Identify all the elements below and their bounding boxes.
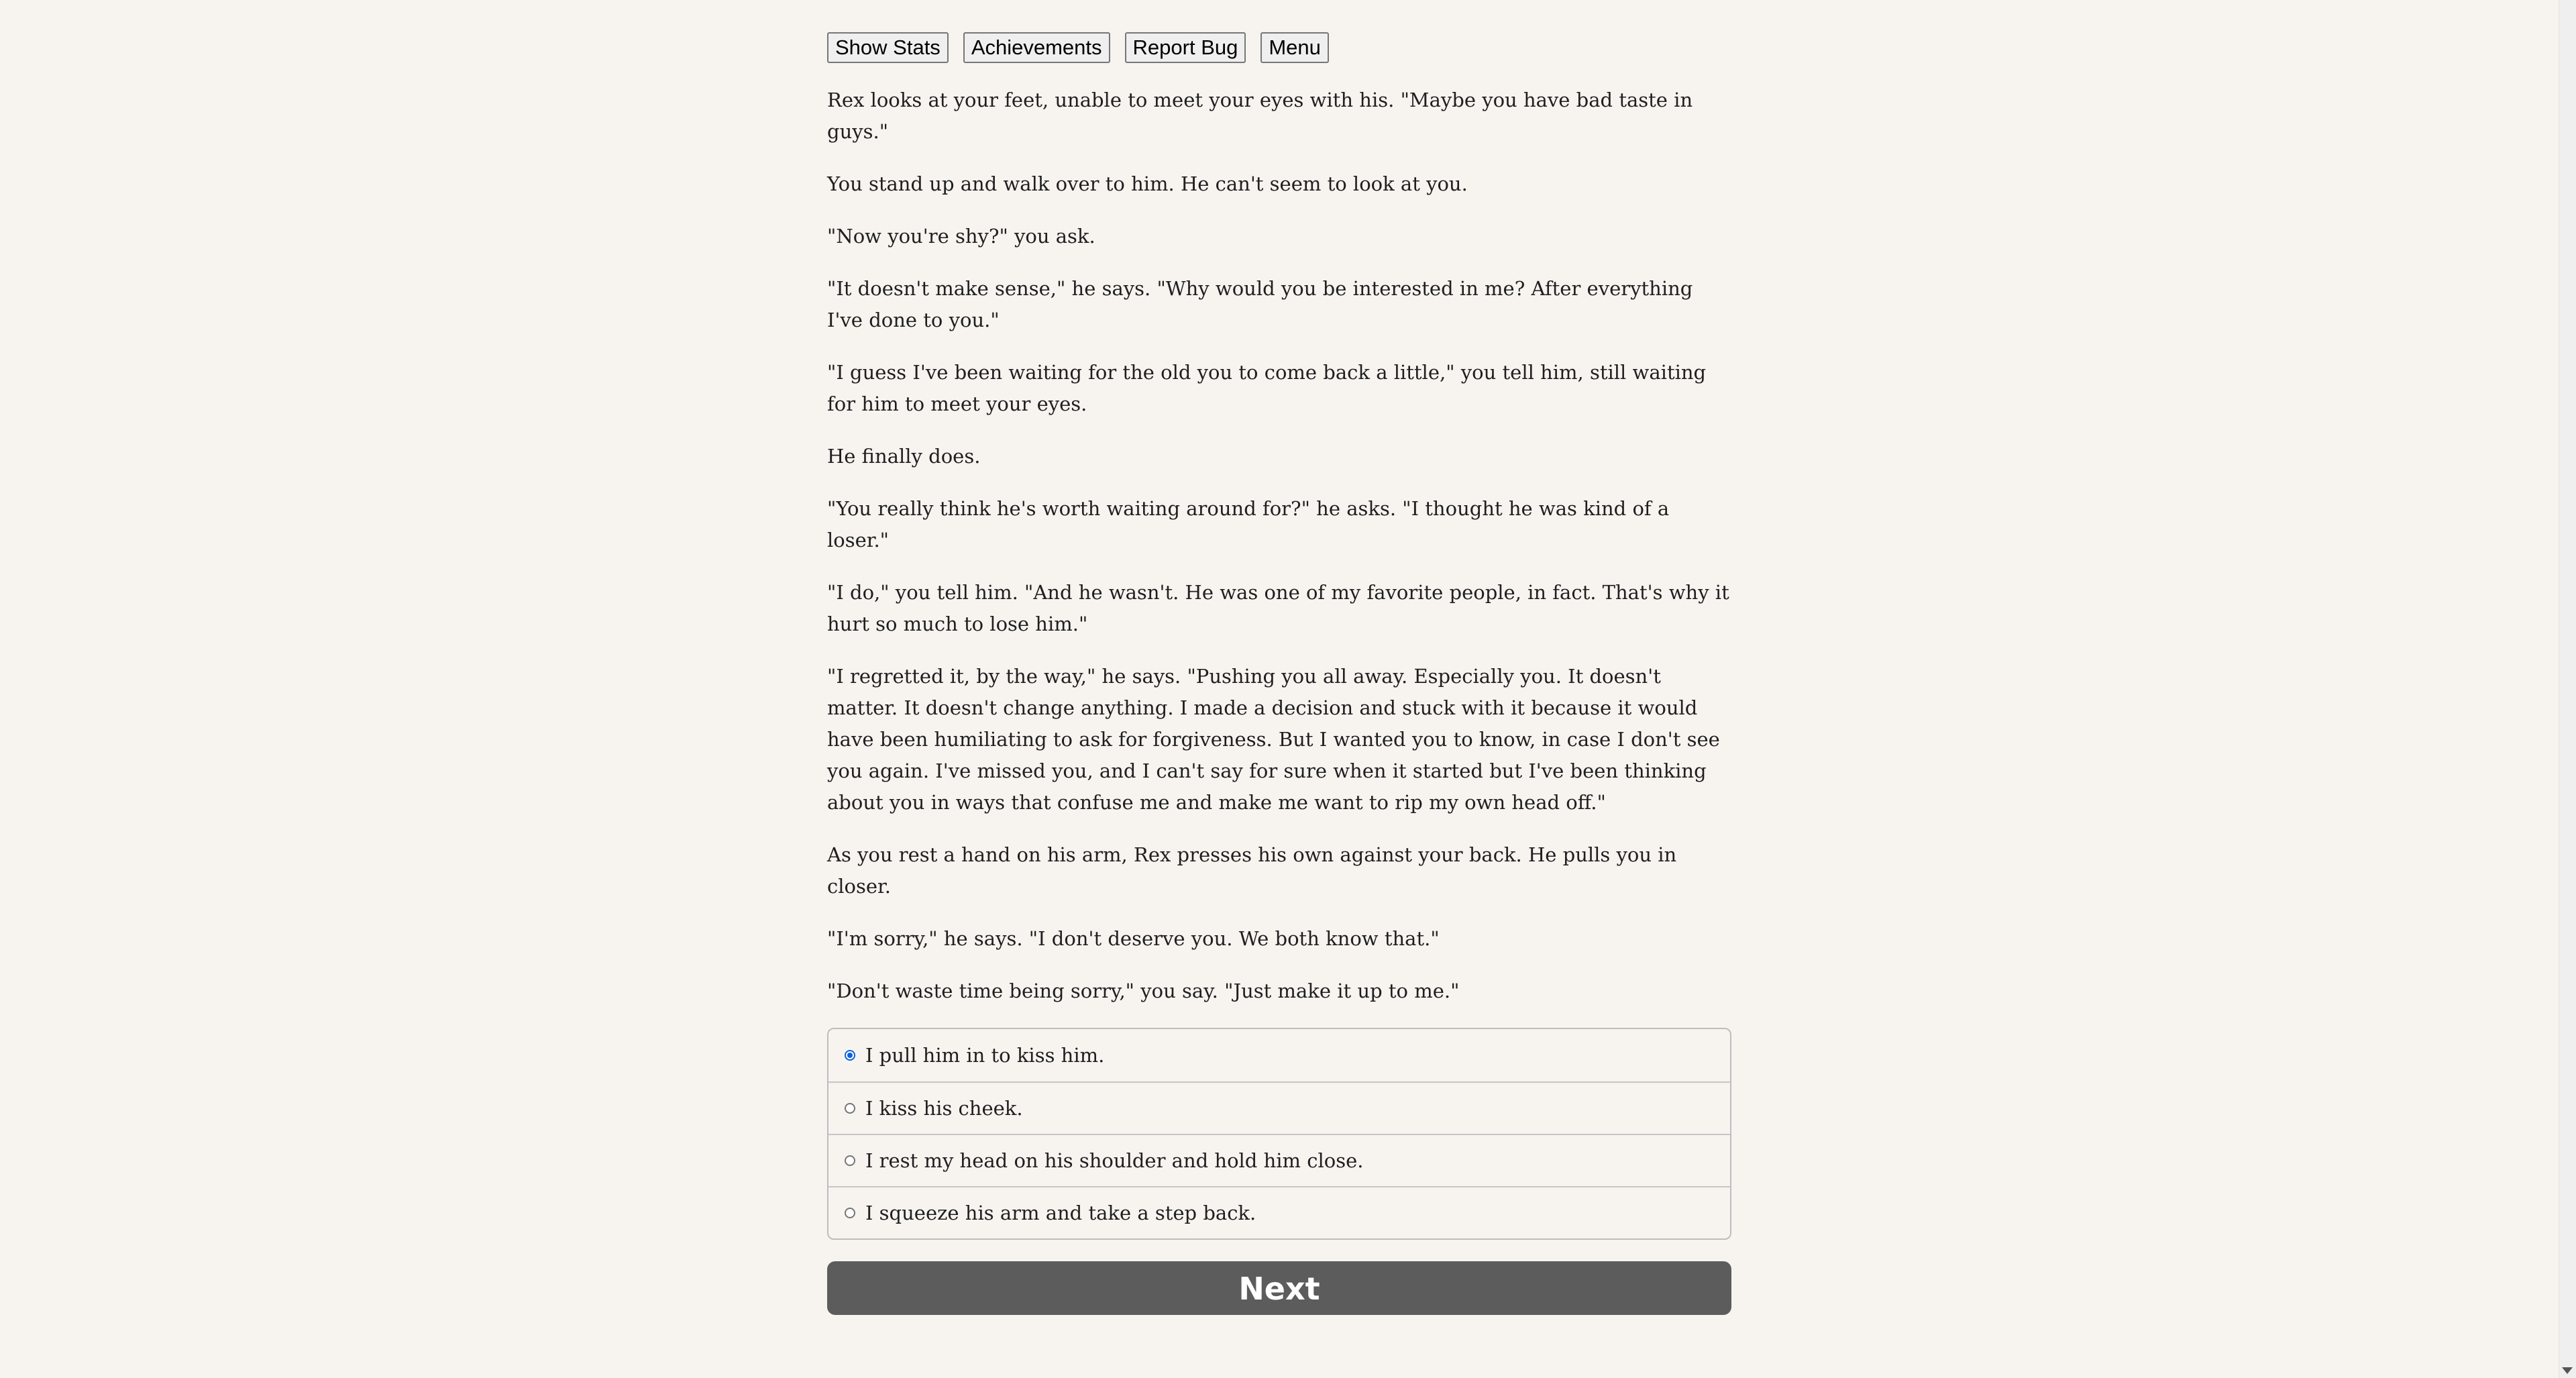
story-paragraph: "I'm sorry," he says. "I don't deserve you. We both know that.": [827, 927, 1440, 950]
achievements-button[interactable]: Achievements: [963, 32, 1110, 63]
choice-option-step-back[interactable]: [828, 1186, 1730, 1238]
radio-unselected-icon[interactable]: [845, 1103, 855, 1114]
radio-unselected-icon[interactable]: [845, 1208, 855, 1218]
story-paragraph: "I guess I've been waiting for the old you to come back a little," you tell him, still waiting for him to meet your eyes.: [827, 361, 1707, 415]
game-container: [827, 32, 1731, 1315]
scroll-down-arrow-icon[interactable]: [2562, 1367, 2573, 1374]
page-scrollbar[interactable]: [2559, 0, 2576, 1378]
choice-label: I pull him in to kiss him.: [865, 1043, 1105, 1067]
choice-option-kiss-him[interactable]: [828, 1029, 1730, 1081]
story-paragraph: You stand up and walk over to him. He can't seem to look at you.: [827, 172, 1468, 195]
story-paragraph: Rex looks at your feet, unable to meet your eyes with his. "Maybe you have bad taste in guys.": [827, 89, 1693, 143]
choice-list: [827, 1028, 1731, 1240]
story-paragraph: "You really think he's worth waiting around for?" he asks. "I thought he was kind of a loser.": [827, 497, 1670, 551]
choice-option-rest-head[interactable]: [828, 1134, 1730, 1186]
choice-label: I rest my head on his shoulder and hold him close.: [865, 1149, 1364, 1172]
menu-button[interactable]: Menu: [1260, 32, 1329, 63]
choice-label: I squeeze his arm and take a step back.: [865, 1201, 1256, 1224]
choice-label: I kiss his cheek.: [865, 1096, 1023, 1120]
top-toolbar: [827, 32, 1731, 62]
choice-option-kiss-cheek[interactable]: [828, 1081, 1730, 1134]
story-text: [827, 85, 1731, 1007]
story-paragraph: "Don't waste time being sorry," you say. "Just make it up to me.": [827, 979, 1460, 1002]
report-bug-button[interactable]: Report Bug: [1125, 32, 1246, 63]
radio-unselected-icon[interactable]: [845, 1155, 855, 1166]
show-stats-button[interactable]: Show Stats: [827, 32, 949, 63]
story-paragraph: As you rest a hand on his arm, Rex presses his own against your back. He pulls you in closer.: [827, 843, 1677, 898]
story-paragraph: "I do," you tell him. "And he wasn't. He was one of my favorite people, in fact. That's why it hurt so much to lose him.": [827, 581, 1729, 635]
story-paragraph: "Now you're shy?" you ask.: [827, 225, 1095, 248]
next-button[interactable]: Next: [827, 1261, 1731, 1315]
story-paragraph: "It doesn't make sense," he says. "Why would you be interested in me? After everything I've done to you.": [827, 277, 1693, 331]
story-paragraph: "I regretted it, by the way," he says. "Pushing you all away. Especially you. It doesn't matter. It doesn't change anything. I made a decision and stuck with it because it would have been humiliating to ask for forgiveness. But I wanted you to know, in case I don't see you again. I've missed you, and I can't say for sure when it started but I've been thinking about you in ways that confuse me and make me want to rip my own head off.": [827, 665, 1720, 814]
story-paragraph: He finally does.: [827, 445, 981, 468]
radio-selected-icon[interactable]: [845, 1050, 855, 1061]
